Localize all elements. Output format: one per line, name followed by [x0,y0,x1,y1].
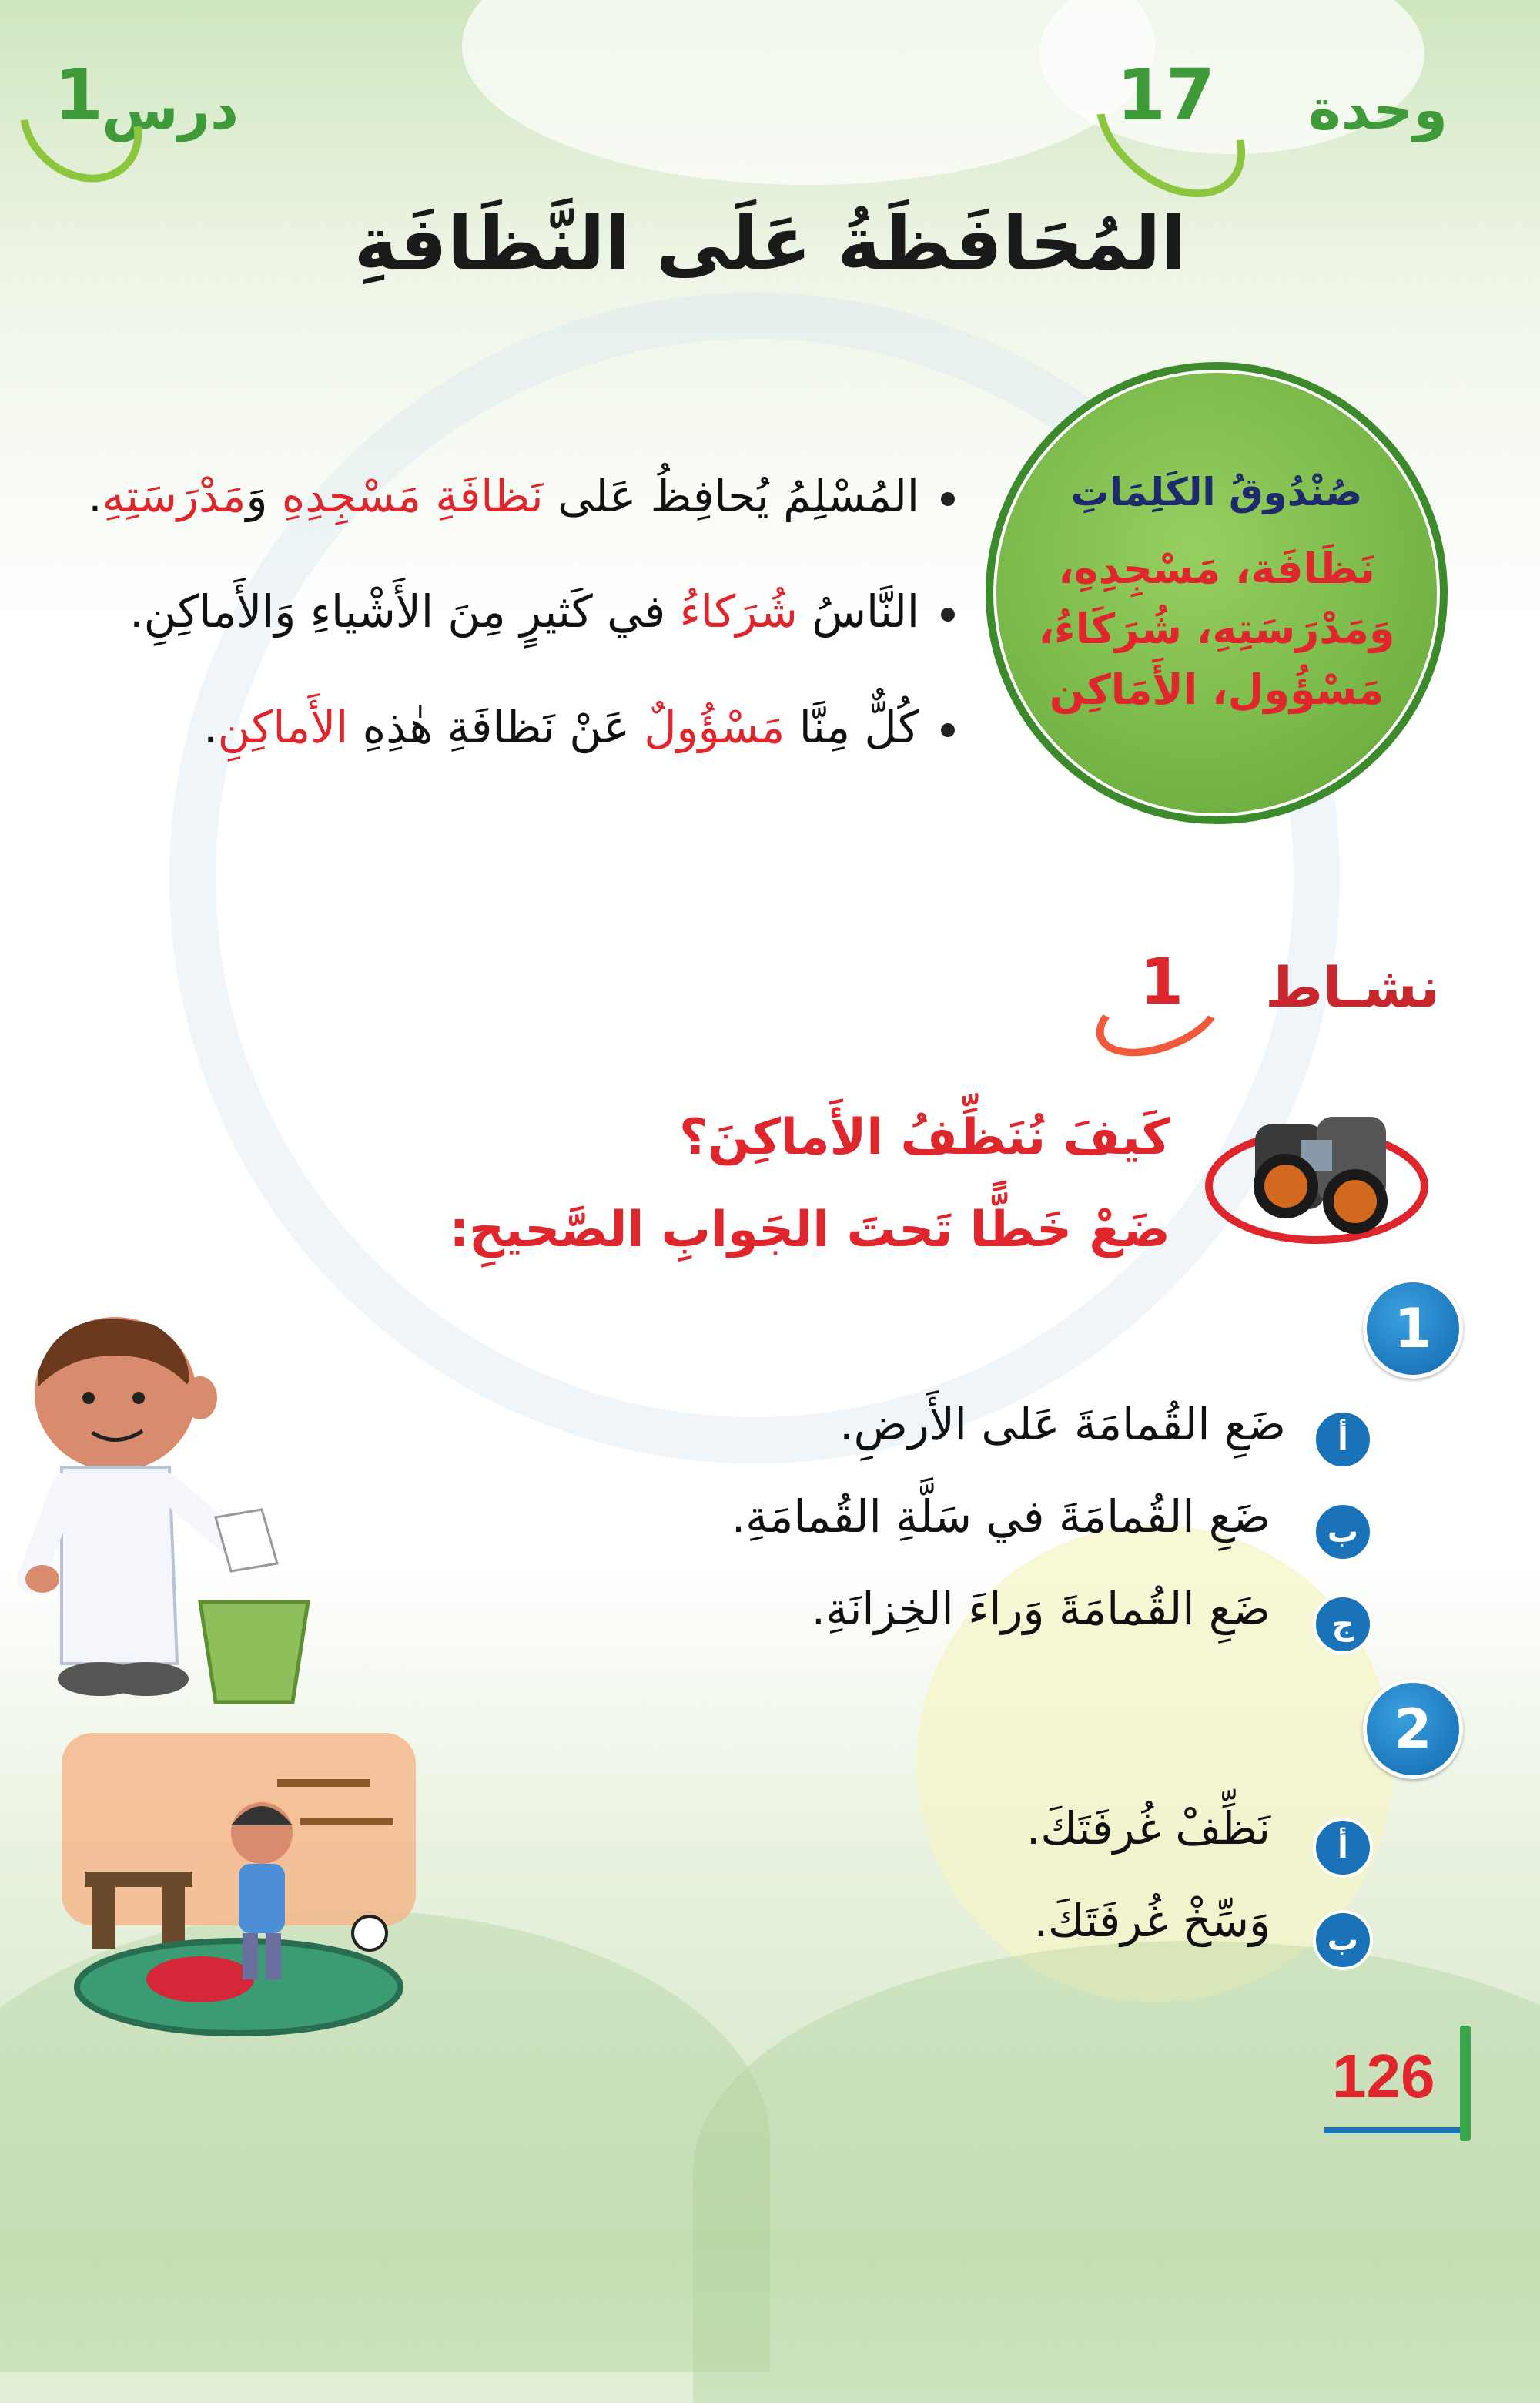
lesson-header [8,54,262,169]
bullet-list [31,470,955,816]
bullet-item: المُسْلِمُ يُحافِظُ عَلى نَظافَةِ مَسْجِدِهِ وَمَدْرَسَتِهِ. [31,470,955,585]
option-2a[interactable]: نَظِّفْ غُرفَتَكَ. [1026,1802,1270,1855]
option-badge: ب [1313,1910,1373,1970]
page-title: المُحَافَظَةُ عَلَى النَّظَافَةِ [353,200,1187,287]
bullet-item: النَّاسُ شُرَكاءُ في كَثيرٍ مِنَ الأَشْياءِ وَالأَماكِنِ. [31,585,955,701]
page-number-underline [1324,2127,1471,2133]
unit-number: 17 [1116,54,1216,136]
option-2b[interactable]: وَسِّخْ غُرفَتَكَ. [1033,1895,1270,1947]
bullet-dot [941,492,955,506]
option-1a[interactable]: ضَعِ القُمامَةَ عَلى الأَرضِ. [839,1398,1286,1450]
option-1c[interactable]: ضَعِ القُمامَةَ وَراءَ الخِزانَةِ. [811,1583,1270,1635]
binoculars-icon [1201,1094,1432,1263]
option-badge: أ [1313,1409,1373,1470]
activity-question: كَيفَ نُنَظِّفُ الأَماكِنَ؟ [678,1109,1170,1166]
background-hill [693,1941,1540,2403]
lesson-label: درس [102,77,239,142]
question-number-2: 2 [1363,1679,1463,1779]
bullet-item: كُلٌّ مِنَّا مَسْؤُولٌ عَنْ نَظافَةِ هٰذِهِ الأَماكِنِ. [31,701,955,816]
option-1b[interactable]: ضَعِ القُمامَةَ في سَلَّةِ القُمامَةِ. [731,1490,1270,1543]
option-badge: أ [1313,1818,1373,1878]
word-box [986,362,1448,824]
lesson-number: 1 [54,54,104,136]
boy-trash-illustration [15,1302,339,1718]
boy-vacuum-illustration [46,1733,431,2041]
page-number-box [1324,2026,1471,2157]
activity-instruction: ضَعْ خَطًّا تَحتَ الجَوابِ الصَّحيحِ: [449,1202,1170,1258]
unit-label: وحدة [1308,77,1448,142]
bullet-dot [941,723,955,737]
word-box-words: نَظَافَة، مَسْجِدِهِ، وَمَدْرَسَتِهِ، شُرَكَاءُ، مَسْؤُول، الأَمَاكِن [1038,545,1395,714]
page-number: 126 [1332,2042,1435,2110]
bullet-dot [941,608,955,622]
activity-label: نشـاط [1265,955,1440,1020]
pencil-icon [1460,2026,1471,2141]
unit-header [1086,54,1448,169]
question-number-1: 1 [1363,1279,1463,1379]
option-badge: ب [1313,1502,1373,1562]
activity-header [1055,940,1440,1047]
lesson-arc-decoration [0,40,166,207]
option-badge: ج [1313,1594,1373,1654]
activity-number: 1 [1140,946,1184,1019]
word-box-title: صُنْدُوقُ الكَلِمَاتِ [1070,470,1363,514]
